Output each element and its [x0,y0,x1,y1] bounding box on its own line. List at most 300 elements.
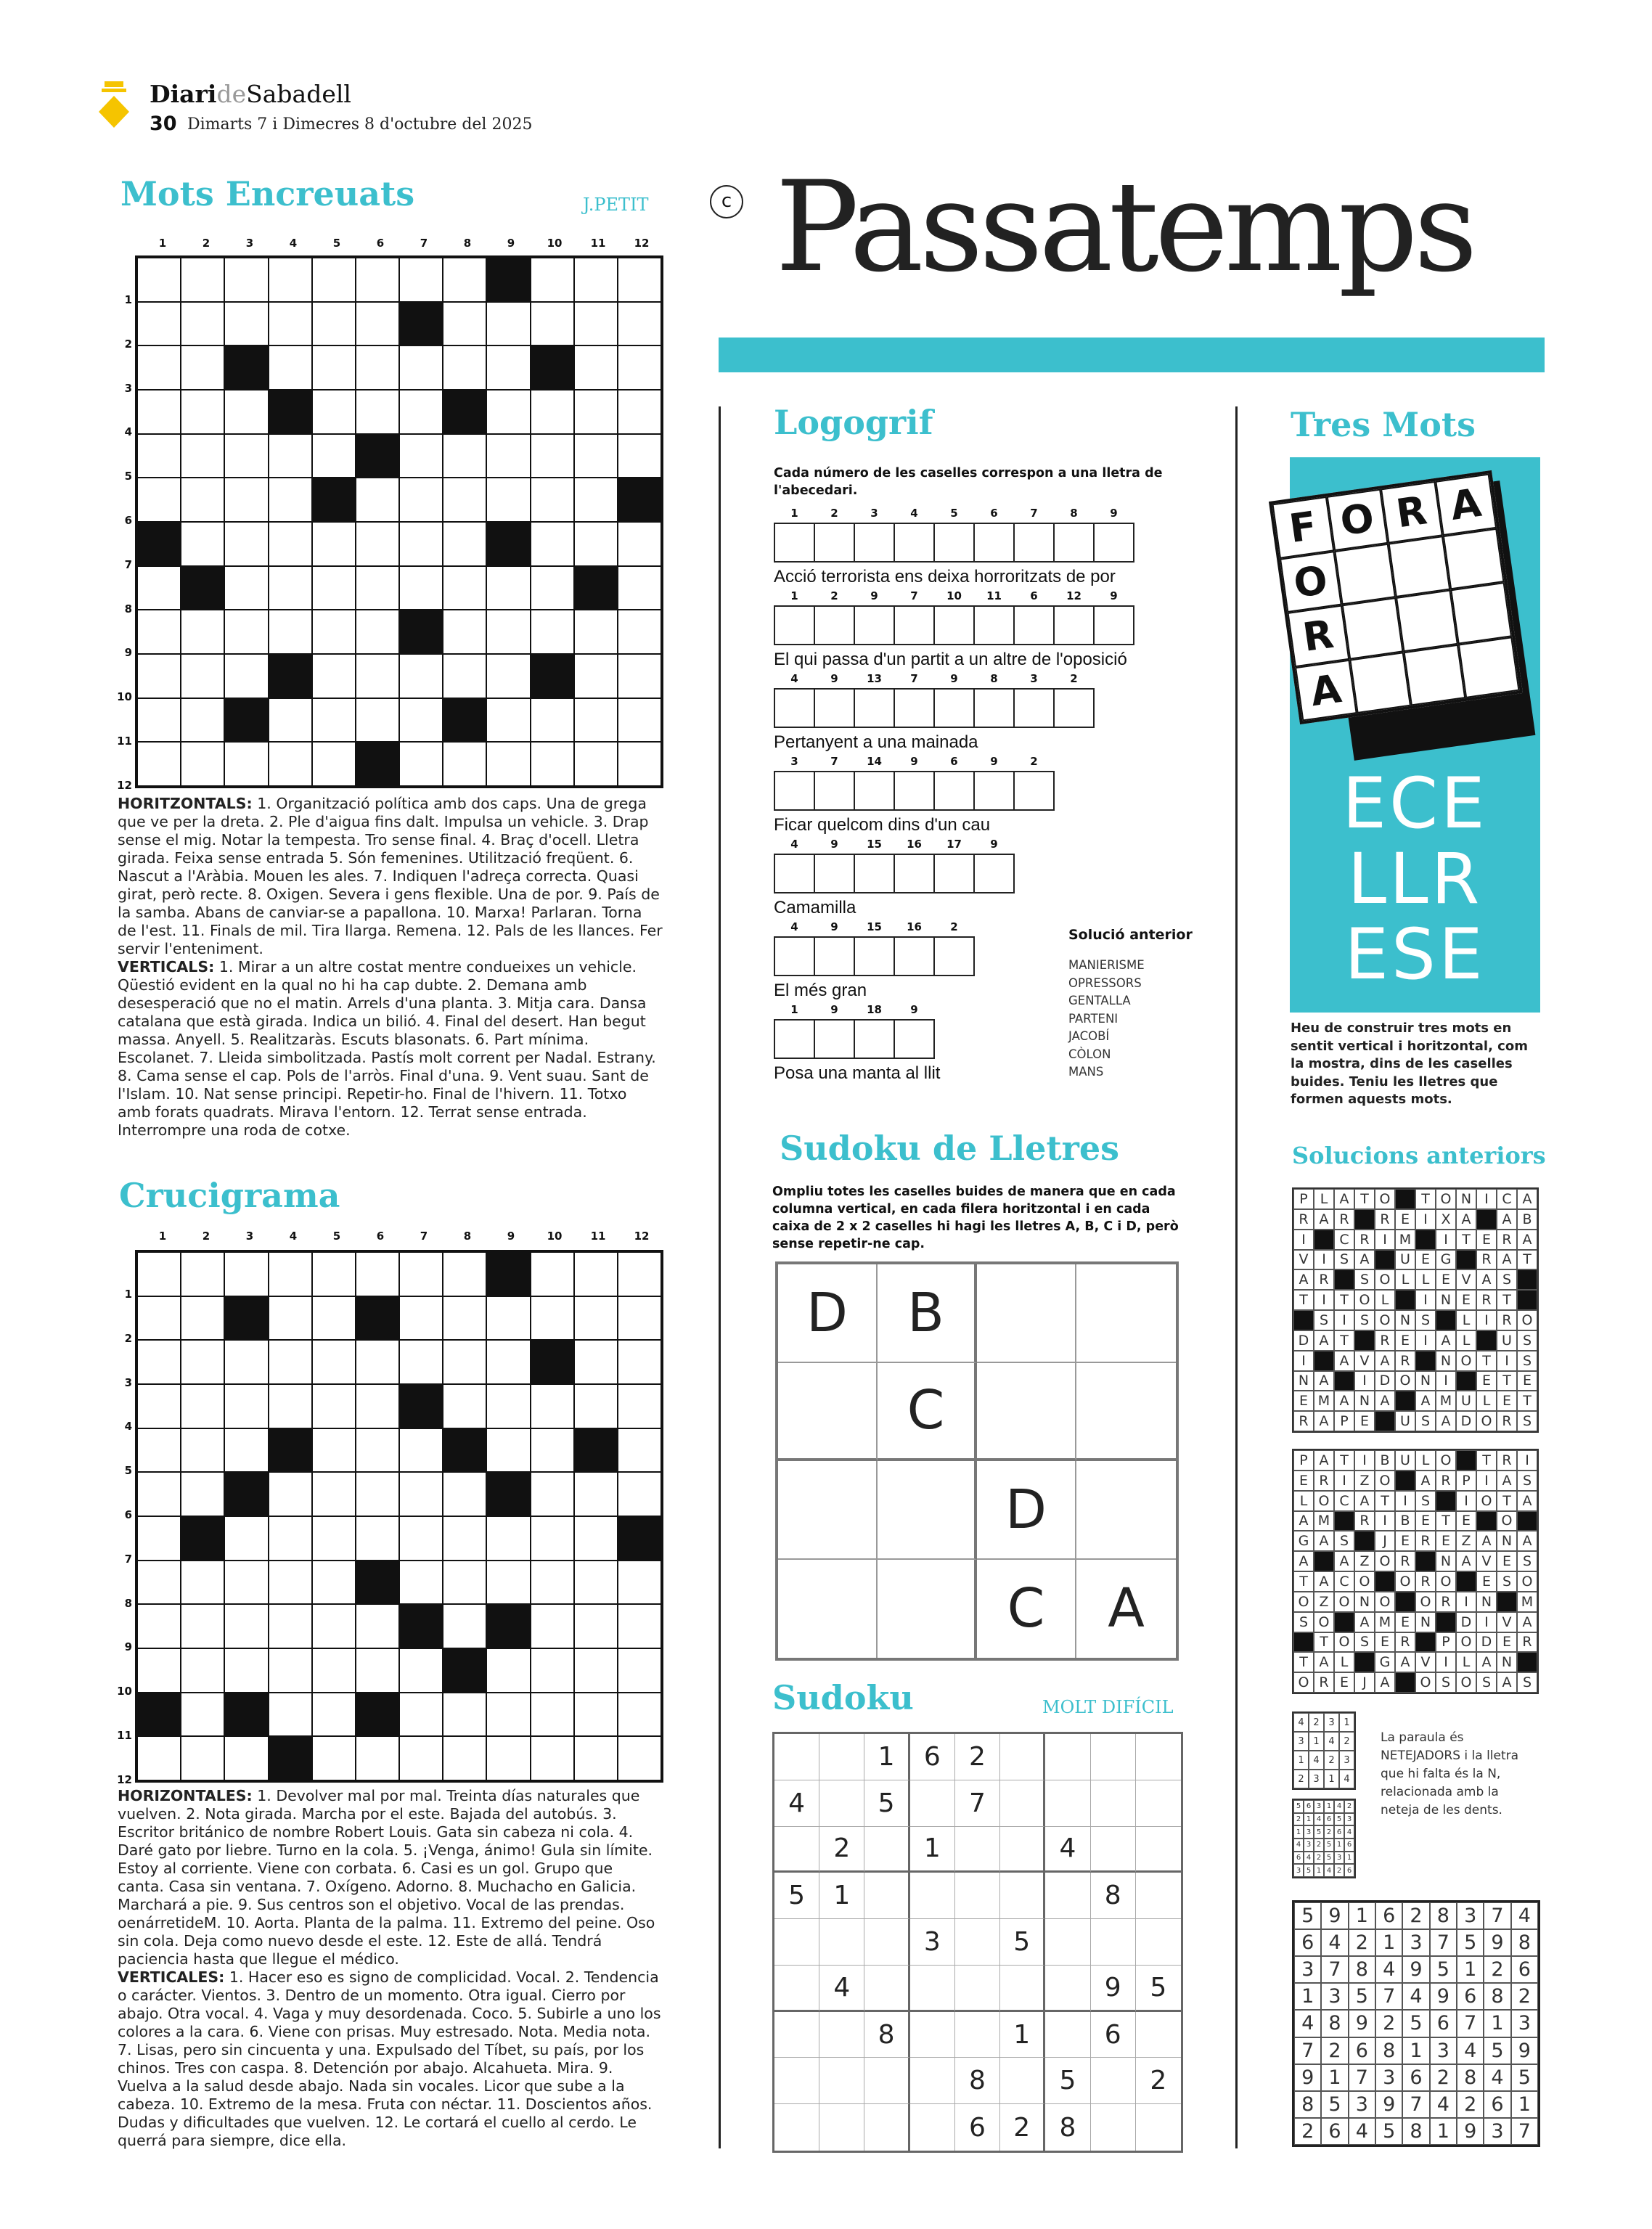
logogrif-box[interactable] [814,688,855,728]
cruci-cell[interactable] [269,1605,311,1648]
sudoku-cell[interactable] [1045,2012,1090,2058]
mots-cell[interactable] [443,610,486,653]
cruci-cell[interactable] [443,1341,486,1383]
cruci-cell[interactable] [269,1297,311,1340]
cruci-cell[interactable] [487,1605,529,1648]
sudoku-cell[interactable]: 8 [1091,1873,1136,1919]
logogrif-row-boxes[interactable] [774,605,1133,645]
mots-cell[interactable] [269,610,311,653]
cruci-cell[interactable] [575,1341,617,1383]
sudoku-cell[interactable] [910,2058,955,2104]
logogrif-box[interactable] [933,688,975,728]
mots-cell[interactable] [400,699,442,742]
mots-cell[interactable] [618,567,661,610]
sudoku-cell[interactable] [1091,2058,1136,2104]
cruci-cell[interactable] [531,1297,573,1340]
mots-cell[interactable] [356,346,398,389]
tres-mots-cell[interactable] [1450,582,1512,644]
tres-mots-cell[interactable]: O [1326,488,1388,550]
mots-cell[interactable] [400,743,442,785]
sudoku-cell[interactable] [774,2058,819,2104]
sudoku-cell[interactable]: 4 [774,1780,819,1827]
cruci-cell[interactable] [269,1253,311,1296]
cruci-cell[interactable] [487,1253,529,1296]
mots-cell[interactable] [575,435,617,478]
sudoku-cell[interactable] [910,2104,955,2151]
mots-cell[interactable] [618,435,661,478]
tres-mots-cell[interactable]: R [1287,605,1349,667]
mots-cell[interactable] [400,523,442,565]
mots-cell[interactable] [400,390,442,433]
logogrif-box[interactable] [774,688,815,728]
mots-cell[interactable] [443,346,486,389]
mots-cell[interactable] [269,390,311,433]
mots-cell[interactable] [531,435,573,478]
cruci-cell[interactable] [487,1517,529,1560]
sudoku-cell[interactable] [1091,2104,1136,2151]
sudoku-lletres-cell[interactable]: C [878,1363,977,1462]
mots-cell[interactable] [356,523,398,565]
mots-cell[interactable] [443,699,486,742]
mots-cell[interactable] [400,567,442,610]
cruci-cell[interactable] [138,1693,180,1736]
mots-cell[interactable] [575,346,617,389]
mots-cell[interactable] [443,743,486,785]
cruci-cell[interactable] [225,1649,267,1692]
cruci-cell[interactable] [400,1517,442,1560]
mots-cell[interactable] [618,258,661,301]
logogrif-box[interactable] [814,1019,855,1059]
cruci-cell[interactable] [487,1693,529,1736]
tres-mots-cell[interactable] [1404,644,1465,705]
cruci-cell[interactable] [443,1561,486,1604]
sudoku-cell[interactable] [774,2012,819,2058]
logogrif-box[interactable] [1013,523,1055,563]
cruci-cell[interactable] [269,1649,311,1692]
mots-cell[interactable] [575,523,617,565]
logogrif-box[interactable] [1013,688,1055,728]
sudoku-lletres-cell[interactable] [778,1461,878,1560]
sudoku-cell[interactable]: 1 [1000,2012,1045,2058]
cruci-cell[interactable] [531,1693,573,1736]
cruci-cell[interactable] [400,1297,442,1340]
tres-mots-cell[interactable]: F [1272,496,1333,558]
mots-cell[interactable] [269,655,311,698]
mots-cell[interactable] [356,478,398,521]
mots-cell[interactable] [443,258,486,301]
cruci-cell[interactable] [531,1429,573,1472]
cruci-grid[interactable] [135,1250,663,1783]
cruci-cell[interactable] [618,1385,661,1428]
mots-cell[interactable] [313,699,355,742]
logogrif-box[interactable] [1093,523,1134,563]
sudoku-cell[interactable]: 2 [1136,2058,1181,2104]
sudoku-cell[interactable] [1045,1919,1090,1966]
mots-cell[interactable] [400,303,442,345]
cruci-cell[interactable] [356,1473,398,1516]
cruci-cell[interactable] [138,1341,180,1383]
cruci-cell[interactable] [181,1737,224,1780]
cruci-cell[interactable] [181,1253,224,1296]
logogrif-box[interactable] [933,854,975,893]
cruci-cell[interactable] [443,1385,486,1428]
mots-cell[interactable] [531,699,573,742]
mots-cell[interactable] [400,346,442,389]
mots-cell[interactable] [313,390,355,433]
mots-cell[interactable] [443,303,486,345]
mots-cell[interactable] [443,390,486,433]
sudoku-cell[interactable] [1136,1827,1181,1873]
logogrif-box[interactable] [973,771,1015,811]
logogrif-box[interactable] [1013,771,1055,811]
logogrif-row-boxes[interactable] [774,1019,933,1059]
sudoku-cell[interactable]: 5 [1045,2058,1090,2104]
logogrif-box[interactable] [814,771,855,811]
mots-cell[interactable] [487,523,529,565]
logogrif-row-boxes[interactable] [774,771,1053,811]
sudoku-cell[interactable]: 6 [1091,2012,1136,2058]
sudoku-cell[interactable] [955,1966,1000,2012]
mots-cell[interactable] [138,699,180,742]
sudoku-cell[interactable]: 2 [955,1734,1000,1780]
mots-cell[interactable] [356,258,398,301]
sudoku-cell[interactable] [1000,1966,1045,2012]
mots-cell[interactable] [269,523,311,565]
tres-mots-cell[interactable]: R [1381,481,1442,543]
mots-cell[interactable] [618,610,661,653]
sudoku-cell[interactable] [819,1919,864,1966]
logogrif-box[interactable] [933,605,975,645]
sudoku-lletres-cell[interactable] [1076,1363,1176,1462]
mots-cell[interactable] [269,346,311,389]
sudoku-cell[interactable]: 5 [774,1873,819,1919]
sudoku-cell[interactable] [1091,1734,1136,1780]
mots-cell[interactable] [487,303,529,345]
logogrif-box[interactable] [774,936,815,976]
cruci-cell[interactable] [531,1473,573,1516]
cruci-cell[interactable] [531,1649,573,1692]
sudoku-cell[interactable] [910,1873,955,1919]
sudoku-cell[interactable]: 7 [955,1780,1000,1827]
mots-cell[interactable] [443,523,486,565]
cruci-cell[interactable] [181,1341,224,1383]
logogrif-box[interactable] [1053,605,1095,645]
sudoku-cell[interactable] [864,1827,909,1873]
cruci-cell[interactable] [269,1341,311,1383]
sudoku-cell[interactable] [819,1734,864,1780]
sudoku-cell[interactable] [1091,1827,1136,1873]
mots-cell[interactable] [181,523,224,565]
mots-cell[interactable] [575,258,617,301]
cruci-cell[interactable] [443,1253,486,1296]
sudoku-cell[interactable] [819,2058,864,2104]
cruci-cell[interactable] [443,1429,486,1472]
cruci-cell[interactable] [225,1561,267,1604]
mots-cell[interactable] [618,390,661,433]
cruci-cell[interactable] [225,1693,267,1736]
sudoku-cell[interactable] [910,1780,955,1827]
logogrif-box[interactable] [774,523,815,563]
cruci-cell[interactable] [225,1429,267,1472]
cruci-cell[interactable] [618,1429,661,1472]
cruci-cell[interactable] [225,1253,267,1296]
mots-cell[interactable] [443,567,486,610]
mots-cell[interactable] [269,567,311,610]
cruci-cell[interactable] [443,1473,486,1516]
logogrif-row-boxes[interactable] [774,936,973,976]
mots-cell[interactable] [575,478,617,521]
logogrif-box[interactable] [774,771,815,811]
sudoku-cell[interactable] [819,1780,864,1827]
sudoku-cell[interactable]: 1 [864,1734,909,1780]
mots-cell[interactable] [225,523,267,565]
cruci-cell[interactable] [575,1385,617,1428]
cruci-cell[interactable] [443,1649,486,1692]
mots-cell[interactable] [181,303,224,345]
cruci-cell[interactable] [225,1737,267,1780]
cruci-cell[interactable] [269,1561,311,1604]
sudoku-cell[interactable] [774,1827,819,1873]
sudoku-cell[interactable]: 9 [1091,1966,1136,2012]
mots-cell[interactable] [487,743,529,785]
cruci-cell[interactable] [531,1253,573,1296]
sudoku-lletres-cell[interactable] [1076,1461,1176,1560]
sudoku-cell[interactable] [1000,1873,1045,1919]
cruci-cell[interactable] [443,1737,486,1780]
cruci-cell[interactable] [575,1693,617,1736]
sudoku-cell[interactable] [955,1919,1000,1966]
cruci-cell[interactable] [487,1341,529,1383]
mots-cell[interactable] [356,655,398,698]
logogrif-box[interactable] [814,605,855,645]
mots-cell[interactable] [618,346,661,389]
cruci-cell[interactable] [356,1737,398,1780]
cruci-cell[interactable] [356,1605,398,1648]
logogrif-box[interactable] [1013,605,1055,645]
cruci-cell[interactable] [356,1341,398,1383]
cruci-cell[interactable] [313,1253,355,1296]
cruci-cell[interactable] [225,1385,267,1428]
logogrif-box[interactable] [894,688,935,728]
mots-cell[interactable] [443,435,486,478]
mots-cell[interactable] [225,390,267,433]
cruci-cell[interactable] [618,1649,661,1692]
mots-cell[interactable] [618,523,661,565]
cruci-cell[interactable] [531,1561,573,1604]
cruci-cell[interactable] [181,1605,224,1648]
sudoku-lletres-cell[interactable] [778,1363,878,1462]
logogrif-row-boxes[interactable] [774,523,1133,563]
cruci-cell[interactable] [269,1429,311,1472]
tres-mots-cell[interactable] [1457,637,1519,698]
cruci-cell[interactable] [575,1253,617,1296]
cruci-cell[interactable] [138,1605,180,1648]
logogrif-box[interactable] [814,854,855,893]
sudoku-cell[interactable] [1045,1734,1090,1780]
mots-cell[interactable] [443,655,486,698]
sudoku-cell[interactable] [955,1873,1000,1919]
tres-mots-cell[interactable] [1349,652,1411,713]
cruci-cell[interactable] [225,1605,267,1648]
sudoku-lletres-cell[interactable] [977,1363,1076,1462]
sudoku-lletres-cell[interactable] [1076,1264,1176,1363]
cruci-cell[interactable] [618,1473,661,1516]
cruci-cell[interactable] [487,1737,529,1780]
cruci-cell[interactable] [400,1693,442,1736]
cruci-cell[interactable] [443,1517,486,1560]
tres-mots-cell[interactable] [1341,597,1403,659]
mots-cell[interactable] [225,346,267,389]
sudoku-cell[interactable] [910,1966,955,2012]
sudoku-cell[interactable] [1136,1734,1181,1780]
cruci-cell[interactable] [531,1517,573,1560]
mots-cell[interactable] [269,435,311,478]
tres-mots-cell[interactable]: A [1435,473,1497,535]
mots-cell[interactable] [313,435,355,478]
sudoku-cell[interactable] [955,1827,1000,1873]
cruci-cell[interactable] [400,1385,442,1428]
logogrif-box[interactable] [1093,605,1134,645]
sudoku-cell[interactable] [864,1919,909,1966]
cruci-cell[interactable] [531,1385,573,1428]
sudoku-cell[interactable] [1000,1734,1045,1780]
cruci-cell[interactable] [356,1561,398,1604]
sudoku-cell[interactable] [1091,1780,1136,1827]
tres-mots-cell[interactable]: A [1295,659,1357,721]
cruci-cell[interactable] [618,1297,661,1340]
sudoku-lletres-cell[interactable]: A [1108,1577,1145,1640]
sudoku-cell[interactable] [1136,1780,1181,1827]
mots-cell[interactable] [531,567,573,610]
mots-cell[interactable] [225,743,267,785]
cruci-cell[interactable] [313,1429,355,1472]
tres-mots-cell[interactable] [1396,589,1457,651]
sudoku-cell[interactable] [774,1734,819,1780]
mots-cell[interactable] [269,258,311,301]
sudoku-lletres-cell[interactable] [878,1461,977,1560]
mots-cell[interactable] [225,258,267,301]
cruci-cell[interactable] [618,1253,661,1296]
cruci-cell[interactable] [181,1297,224,1340]
sudoku-cell[interactable] [1000,1827,1045,1873]
mots-cell[interactable] [400,655,442,698]
cruci-cell[interactable] [487,1385,529,1428]
sudoku-cell[interactable]: 8 [955,2058,1000,2104]
cruci-cell[interactable] [138,1473,180,1516]
mots-cell[interactable] [225,303,267,345]
sudoku-cell[interactable]: 6 [910,1734,955,1780]
mots-cell[interactable] [225,699,267,742]
cruci-cell[interactable] [138,1737,180,1780]
sudoku-cell[interactable] [910,2012,955,2058]
mots-grid[interactable] [135,255,663,788]
cruci-cell[interactable] [487,1561,529,1604]
cruci-cell[interactable] [618,1605,661,1648]
sudoku-cell[interactable] [1136,2012,1181,2058]
cruci-cell[interactable] [400,1561,442,1604]
mots-cell[interactable] [138,567,180,610]
logogrif-box[interactable] [1053,523,1095,563]
cruci-cell[interactable] [618,1561,661,1604]
tres-mots-cell[interactable] [1442,528,1504,589]
mots-cell[interactable] [400,435,442,478]
cruci-cell[interactable] [269,1517,311,1560]
mots-cell[interactable] [531,303,573,345]
mots-cell[interactable] [487,610,529,653]
sudoku-cell[interactable] [774,1966,819,2012]
logogrif-box[interactable] [894,523,935,563]
mots-cell[interactable] [138,478,180,521]
cruci-cell[interactable] [575,1561,617,1604]
mots-cell[interactable] [225,655,267,698]
cruci-cell[interactable] [618,1693,661,1736]
mots-cell[interactable] [487,699,529,742]
cruci-cell[interactable] [400,1253,442,1296]
mots-cell[interactable] [531,258,573,301]
cruci-cell[interactable] [313,1605,355,1648]
logogrif-box[interactable] [933,523,975,563]
mots-cell[interactable] [138,346,180,389]
cruci-cell[interactable] [618,1737,661,1780]
cruci-cell[interactable] [487,1473,529,1516]
cruci-cell[interactable] [269,1385,311,1428]
logogrif-box[interactable] [774,1019,815,1059]
logogrif-box[interactable] [814,523,855,563]
cruci-cell[interactable] [531,1737,573,1780]
sudoku-cell[interactable] [1136,1873,1181,1919]
mots-cell[interactable] [487,346,529,389]
cruci-cell[interactable] [575,1737,617,1780]
sudoku-cell[interactable]: 1 [819,1873,864,1919]
sudoku-cell[interactable] [1045,1966,1090,2012]
cruci-cell[interactable] [225,1517,267,1560]
mots-cell[interactable] [487,478,529,521]
mots-cell[interactable] [575,699,617,742]
logogrif-box[interactable] [1053,688,1095,728]
cruci-cell[interactable] [575,1649,617,1692]
cruci-cell[interactable] [269,1693,311,1736]
mots-cell[interactable] [181,655,224,698]
sudoku-lletres-cell[interactable]: D [778,1264,878,1363]
sudoku-cell[interactable] [1045,1780,1090,1827]
logogrif-box[interactable] [973,854,1015,893]
cruci-cell[interactable] [356,1429,398,1472]
logogrif-box[interactable] [894,1019,935,1059]
mots-cell[interactable] [400,478,442,521]
cruci-cell[interactable] [181,1429,224,1472]
mots-cell[interactable] [575,390,617,433]
logogrif-box[interactable] [854,936,895,976]
cruci-cell[interactable] [487,1297,529,1340]
mots-cell[interactable] [138,390,180,433]
cruci-cell[interactable] [225,1341,267,1383]
sudoku-cell[interactable]: 2 [819,1827,864,1873]
mots-cell[interactable] [618,478,661,521]
mots-cell[interactable] [138,523,180,565]
cruci-cell[interactable] [138,1385,180,1428]
cruci-cell[interactable] [138,1561,180,1604]
sudoku-cell[interactable] [864,2104,909,2151]
mots-cell[interactable] [356,303,398,345]
cruci-cell[interactable] [269,1473,311,1516]
sudoku-lletres-cell[interactable]: C [977,1560,1076,1659]
cruci-cell[interactable] [400,1737,442,1780]
mots-cell[interactable] [313,258,355,301]
mots-cell[interactable] [356,610,398,653]
sudoku-cell[interactable] [1045,1873,1090,1919]
sudoku-cell[interactable]: 2 [1000,2104,1045,2151]
cruci-cell[interactable] [356,1297,398,1340]
